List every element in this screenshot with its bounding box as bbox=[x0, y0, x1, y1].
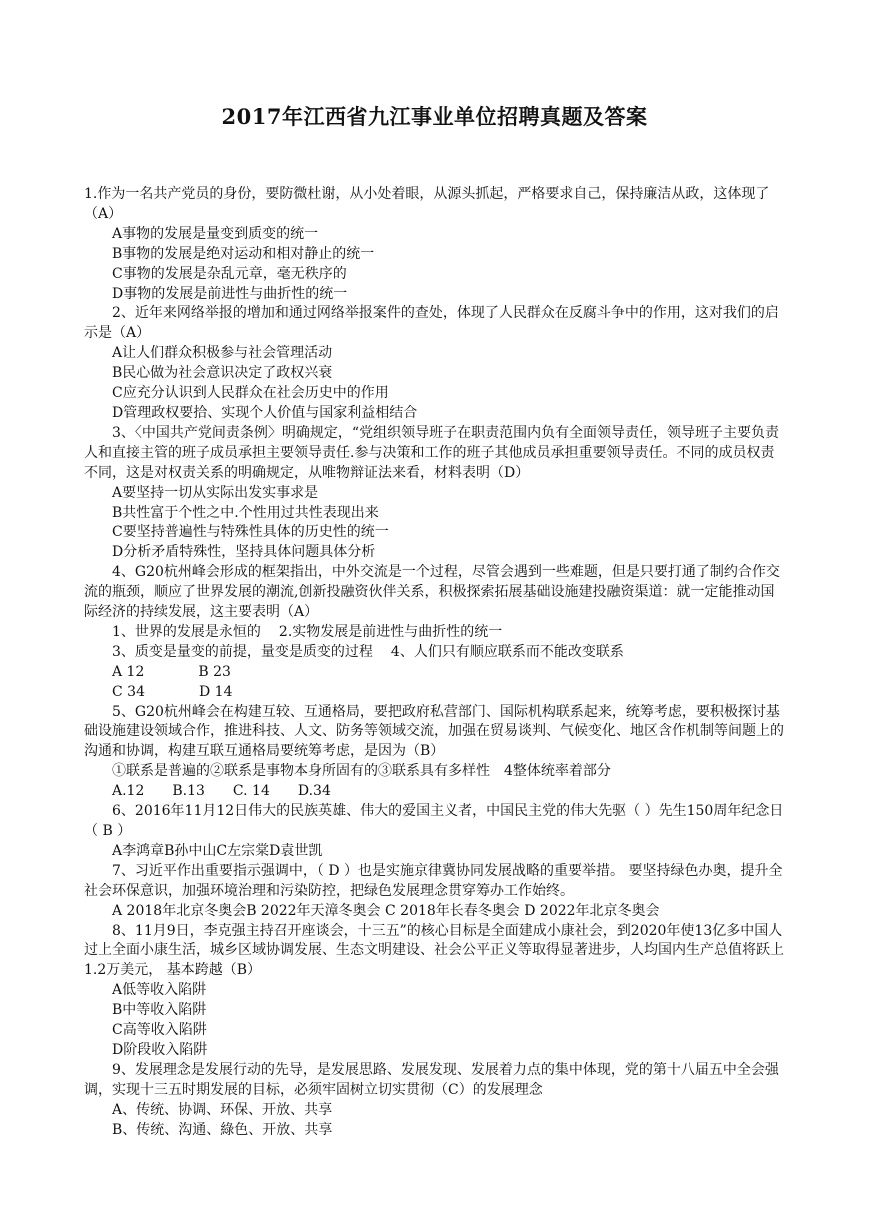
question-6-stem: 6、2016年11月12日伟大的民族英雄、伟大的爱国主义者，中国民主党的伟大先驱（ ）先生150周年纪念日（ B ） bbox=[84, 803, 784, 839]
question-8-stem: 8、11月9日，李克强主持召开座谈会，十三五”的核心目标是全面建成小康社会，到2020年使13亿多中国人过上全面小康生活，城乡区域协调发展、生态文明建设、社会公平正义等取得显著进步，人均国内生产总值将跃上1.2万美元， 基本跨越（B） bbox=[84, 922, 784, 979]
question-2-stem: 2、近年来网络举报的增加和通过网络举报案件的查处，体现了人民群众在反腐斗争中的作用，这对我们的启示是（A） bbox=[84, 305, 779, 342]
question-7-stem: 7、习近平作出重要指示强调中，（ D ）也是实施京律冀协同发展战略的重要举措。 要坚持绿色办奥，提升全社会环保意识，加强环境治理和污染防控，把绿色发展理念贯穿筹办工作始终。 bbox=[84, 862, 783, 899]
question-2-option-b: B民心做为社会意识决定了政权兴衰 bbox=[112, 365, 333, 382]
question-4-statement-2: 2.实物发展是前进性与曲折性的统一 bbox=[278, 623, 503, 640]
question-4-statements-row-1 bbox=[84, 623, 784, 643]
question-4-statement-4: 4、人们只有顺应联系而不能改变联系 bbox=[390, 643, 624, 660]
question-9-option-b: B、传统、沟通、綠色、开放、共享 bbox=[112, 1121, 333, 1138]
question-3-option-a: A要坚持一切从实际出发实事求是 bbox=[112, 484, 319, 501]
question-1-option-b: B事物的发展是绝对运动和相对静止的统一 bbox=[112, 245, 375, 262]
question-1-stem: 1.作为一名共产党员的身份，要防微杜谢，从小处着眼，从源头抓起，严格要求自己，保持廉洁从政，这体现了（A） bbox=[84, 186, 770, 222]
question-8-option-a: A低等收入陷阱 bbox=[112, 982, 207, 999]
question-2-option-c: C应充分认识到人民群众在社会历史中的作用 bbox=[112, 385, 389, 402]
question-3-option-d: D分析矛盾特殊性，坚持具体问题具体分析 bbox=[112, 544, 376, 561]
question-1-option-a: A事物的发展是量变到质变的统一 bbox=[112, 225, 319, 242]
question-1-option-d: D事物的发展是前进性与曲折性的统一 bbox=[112, 285, 348, 302]
question-4-options-row-1 bbox=[84, 663, 784, 683]
question-4-option-d: D 14 bbox=[198, 683, 233, 700]
question-3-option-c: C要坚持普遍性与特殊性具体的历史性的统一 bbox=[112, 524, 389, 541]
question-4-stem: 4、G20杭州峰会形成的框架指出，中外交流是一个过程，尽管会遇到一些难题，但是只要打通了制约合作交流的瓶颈，顺应了世界发展的潮流,创新投融资伙伴关系，积极探索拓展基础设施建投融资渠道：就一定能推动国际经济的持续发展，这主要表明（A） bbox=[84, 564, 780, 621]
page-title: 2017年江西省九江事业单位招聘真题及答案 bbox=[221, 104, 648, 129]
question-5-statements: ①联系是普遍的②联系是事物本身所固有的③联系具有多样性 4整体统率着部分 bbox=[112, 763, 611, 780]
question-4-option-b: B 23 bbox=[198, 663, 231, 680]
question-3-stem: 3、〈中国共产党间责条例〉明确规定，“党组织领导班子在职责范围内负有全面领导责任，领导班子主要负责人和直接主管的班子成员承担主要领导责任.参与决策和工作的班子其他成员承担重要领导责任。不同的成员权责不同，这是对权责关系的明确规定，从唯物辩证法来看，材料表明（D） bbox=[84, 424, 780, 481]
question-1-option-c: C事物的发展是杂乱元章，毫无秩序的 bbox=[112, 265, 347, 282]
question-5-options: A.12 B.13 C. 14 D.34 bbox=[112, 783, 331, 800]
question-4-statement-3: 3、质变是量变的前提，量变是质变的过程 bbox=[112, 643, 373, 660]
question-2-option-d: D管理政权要拾、实现个人价值与国家利益相结合 bbox=[112, 404, 418, 421]
question-7-options: A 2018年北京冬奥会B 2022年天漳冬奥会 C 2018年长春冬奥会 D 2022年北京冬奥会 bbox=[112, 902, 660, 919]
question-9-stem: 9、发展理念是发展行动的先导，是发展思路、发展发现、发展着力点的集中体现，党的第十八届五中全会强调，实现十三五时期发展的目标，必须牢固树立切实贯彻（C）的发展理念 bbox=[84, 1061, 779, 1098]
question-6-options: A李鸿章B孙中山C左宗棠D袁世凯 bbox=[112, 842, 323, 859]
question-8-option-c: C高等收入陷阱 bbox=[112, 1022, 207, 1039]
question-2-option-a: A让人们群众积极参与社会管理活动 bbox=[112, 345, 333, 362]
question-5-stem: 5、G20杭州峰会在构建互较、互通格局，要把政府私营部门、国际机构联系起来，统筹考虑，要积极探讨基础设施建设领域合作，推进科技、人文、防务等领域交流，加强在贸易谈判、气候变化、地区含作机制等间题上的沟通和协调，构建互联互通格局要统筹考虑，是因为（B） bbox=[84, 703, 784, 760]
document-body bbox=[84, 185, 784, 1141]
question-3-option-b: B共性富于个性之中.个性用过共性表现出来 bbox=[112, 504, 379, 521]
question-4-statement-1: 1、世界的发展是永恒的 bbox=[112, 623, 261, 640]
question-8-option-d: D阶段收入陷阱 bbox=[112, 1041, 208, 1058]
question-4-option-a: A 12 bbox=[112, 663, 145, 680]
question-9-option-a: A、传统、协调、环保、开放、共享 bbox=[112, 1101, 333, 1118]
question-4-option-c: C 34 bbox=[112, 683, 145, 700]
question-8-option-b: B中等收入陷阱 bbox=[112, 1002, 207, 1019]
question-4-statements-row-2 bbox=[84, 643, 784, 663]
question-4-options-row-2 bbox=[84, 683, 784, 703]
